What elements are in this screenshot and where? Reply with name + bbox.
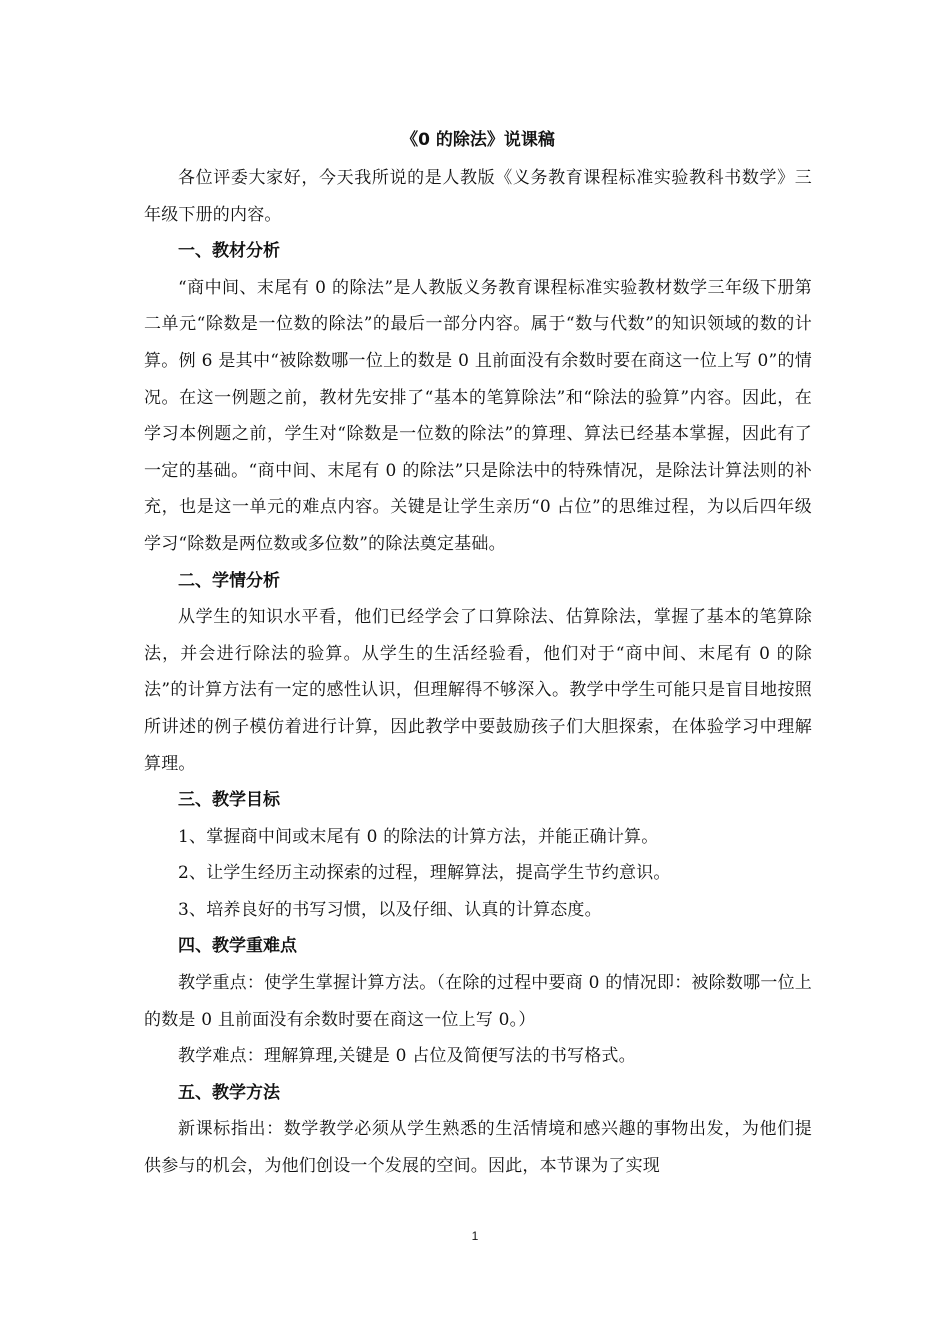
difficult-point-paragraph: 教学难点：理解算理,关键是 0 占位及简便写法的书写格式。 [178,1046,636,1067]
section-teaching-methods [144,1075,812,1185]
section-paragraph: 新课标指出：数学教学必须从学生熟悉的生活情境和感兴趣的事物出发，为他们提供参与的机会，为他们创设一个发展的空间。因此，本节课为了实现 [144,1119,812,1177]
section-heading: 一、教材分析 [178,241,280,262]
goal-item: 2、让学生经历主动探索的过程，理解算法，提高学生节约意识。 [178,863,671,884]
section-key-difficult-points [144,928,812,1074]
section-heading: 二、学情分析 [178,570,280,591]
intro-paragraph: 各位评委大家好，今天我所说的是人教版《义务教育课程标准实验教科书数学》三年级下册的内容。 [144,168,812,225]
page-number: 1 [471,1229,479,1243]
section-heading: 三、教学目标 [178,790,280,811]
section-teaching-goals [144,782,812,928]
section-paragraph: “商中间、末尾有 0 的除法”是人教版义务教育课程标准实验教材数学三年级下册第二单元“除数是一位数的除法”的最后一部分内容。属于“数与代数”的知识领域的数的计算。例 6 是其中“被除数哪一位上的数是 0 且前面没有余数时要在商这一位上写 0”的情况。在这一例题之前，教材先安排了“基本的笔算除法”和“除法的验算”内容。因此，在学习本例题之前，学生对“除数是一位数的除法”的算理、算法已经基本掌握，因此有了一定的基础。“商中间、末尾有 0 的除法”只是除法中的特殊情况，是除法计算法则的补充，也是这一单元的难点内容。关键是让学生亲历“0 占位”的思维过程，为以后四年级学习“除数是两位数或多位数”的除法奠定基础。 [144,277,812,554]
document-title: 《0 的除法》说课稿 [401,130,555,150]
key-point-paragraph: 教学重点：使学生掌握计算方法。（在除的过程中要商 0 的情况即：被除数哪一位上的数是 0 且前面没有余数时要在商这一位上写 0。） [144,973,812,1030]
section-heading: 四、教学重难点 [178,936,297,957]
section-student-analysis [144,563,812,783]
section-heading: 五、教学方法 [178,1082,280,1103]
goal-item: 1、掌握商中间或末尾有 0 的除法的计算方法，并能正确计算。 [178,826,659,847]
document-body [144,128,812,1185]
section-textbook-analysis [144,233,812,562]
section-paragraph: 从学生的知识水平看，他们已经学会了口算除法、估算除法，掌握了基本的笔算除法，并会进行除法的验算。从学生的生活经验看，他们对于“商中间、末尾有 0 的除法”的计算方法有一定的感性认识，但理解得不够深入。教学中学生可能只是盲目地按照所讲述的例子模仿着进行计算，因此教学中要鼓励孩子们大胆探索，在体验学习中理解算理。 [144,607,812,774]
goal-item: 3、培养良好的书写习惯，以及仔细、认真的计算态度。 [178,899,602,920]
